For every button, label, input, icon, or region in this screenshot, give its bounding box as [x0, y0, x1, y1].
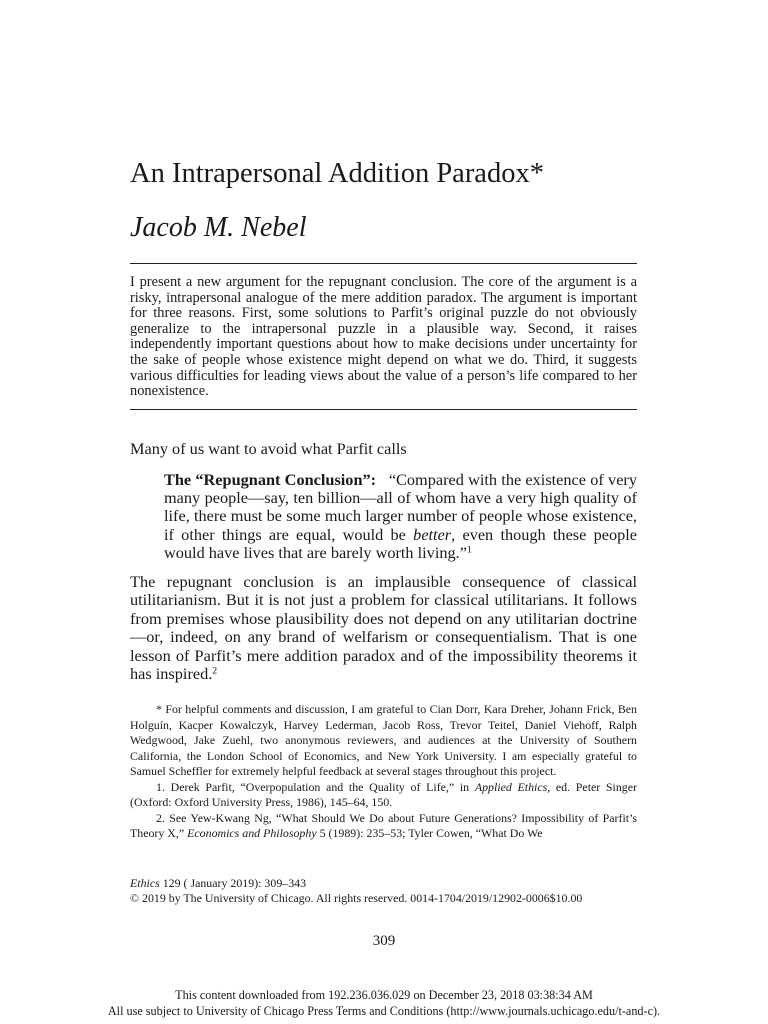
journal-info: [130, 876, 637, 907]
article-title: An Intrapersonal Addition Paradox*: [130, 158, 544, 189]
footnote-ref-2: 2: [212, 665, 218, 677]
footnote-1-italic: Applied Ethics: [474, 779, 548, 794]
download-notice: [0, 987, 768, 1019]
footnote-2-text-a: 2. See Yew-Kwang Ng, “What Should We Do about Future Generations? Impossibility of Parfit’s Theory X,”: [130, 810, 637, 840]
quote-text-a: “Compared with the existence of very many people—say, ten billion—all of whom have a very high quality of life, there must be some much larger number of people whose existence, if other things are equal, would be: [164, 470, 637, 544]
quote-text-b: , even though these people would have lives that are barely worth living.”: [164, 524, 637, 562]
body-paragraph: [130, 573, 637, 683]
footnote-2-italic: Economics and Philosophy: [187, 826, 317, 840]
article-author: Jacob M. Nebel: [130, 212, 307, 243]
page-number: 309: [372, 933, 396, 949]
footnote-1-text-b: , ed. Peter Singer (Oxford: Oxford University Press, 1986), 145–64, 150.: [130, 779, 637, 809]
journal-copyright: © 2019 by The University of Chicago. All rights reserved. 0014-1704/2019/12902-0006$10.00: [130, 891, 583, 906]
footnote-2: [130, 811, 637, 842]
abstract-bottom-rule: [130, 409, 637, 410]
journal-citation: [130, 876, 637, 891]
abstract: I present a new argument for the repugnant conclusion. The core of the argument is a risky, intrapersonal analogue of the mere addition paradox. The argument is important for three reasons. First, some solutions to Parfit’s original puzzle do not obviously generalize to the intrapersonal puzzle in a plausible way. Second, it raises independently important questions about how to make decisions under uncertainty for the sake of people whose existence might depend on what we do. Third, it suggests various difficulties for leading views about the value of a person’s life compared to her nonexistence.: [130, 274, 637, 400]
abstract-top-rule: [130, 263, 637, 264]
footnote-ref-1: 1: [466, 544, 472, 556]
body-paragraph-text: The repugnant conclusion is an implausible consequence of classical utilitarianism. But it is not just a problem for classical utilitarians. It follows from premises whose plausibility does not depend on any utilitarian doctrine—or, indeed, on any brand of welfarism or consequentialism. That is one lesson of Parfit’s mere addition paradox and of the impossibility theorems it has inspired.: [130, 572, 637, 684]
block-quote: [164, 471, 637, 562]
journal-issue: 129 ( January 2019): 309–343: [162, 876, 307, 890]
intro-sentence: Many of us want to avoid what Parfit calls: [130, 439, 407, 458]
download-notice-line-2: All use subject to University of Chicago Press Terms and Conditions (http://www.journals.uchicago.edu/t-and-c).: [107, 1004, 661, 1018]
footnote-2-text-b: 5 (1989): 235–53; Tyler Cowen, “What Do We: [319, 826, 543, 840]
quote-label: The “Repugnant Conclusion”:: [164, 470, 377, 489]
footnote-acknowledgements: * For helpful comments and discussion, I am grateful to Cian Dorr, Kara Dreher, Johann Frick, Ben Holguín, Kacper Kowalczyk, Harvey Lederman, Jacob Ross, Trevor Teitel, Daniel Viehoff, Ralph Wedgwood, Jake Zuehl, two anonymous reviewers, and audiences at the University of Southern California, the London School of Economics, and New York University. I am especially grateful to Samuel Scheffler for extremely helpful feedback at several stages throughout this project.: [130, 702, 637, 778]
download-notice-line-1: This content downloaded from 192.236.036.029 on December 23, 2018 03:38:34 AM: [175, 988, 593, 1002]
quote-emphasis: better: [413, 524, 452, 544]
footnote-1-text-a: 1. Derek Parfit, “Overpopulation and the Quality of Life,” in: [156, 779, 470, 794]
journal-name: Ethics: [130, 876, 160, 890]
footnotes: [130, 702, 637, 842]
footnote-1: [130, 780, 637, 811]
